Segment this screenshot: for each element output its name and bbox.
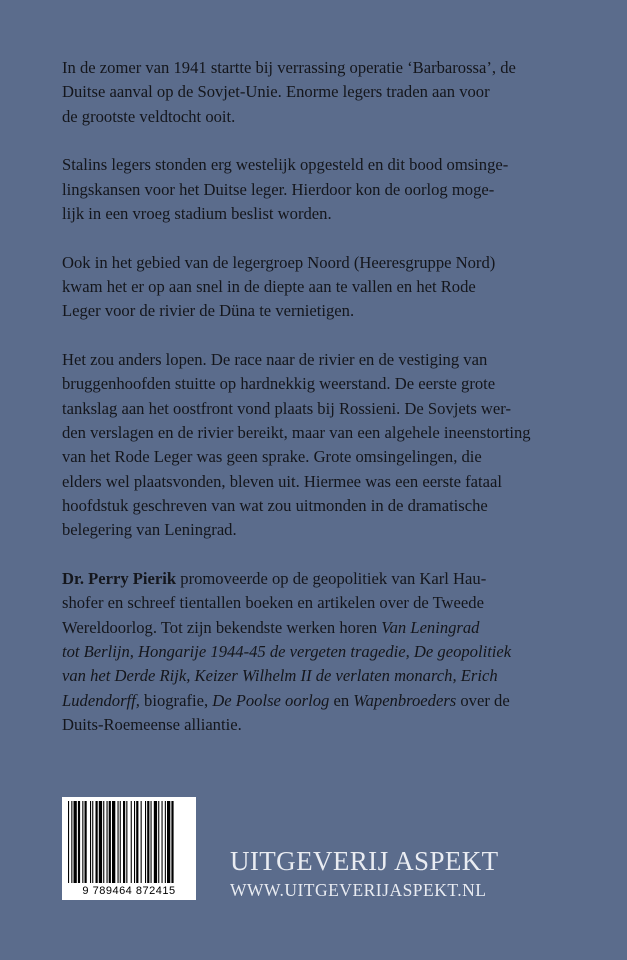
barcode-bar (96, 801, 98, 883)
barcode-bar (134, 801, 135, 883)
isbn-number: 9 789464 872415 (82, 885, 176, 897)
text-line: elders wel plaatsvonden, bleven uit. Hiermee was een eerste fataal (62, 471, 503, 491)
barcode-bar (85, 801, 87, 883)
text-line: Leger voor de rivier de Düna te vernietigen. (62, 301, 355, 321)
barcode-bar (154, 801, 157, 883)
barcode-bar (68, 801, 69, 883)
book-titles: tot Berlijn, Hongarije 1944-45 de vergeten tragedie, De geopolitiek (62, 641, 512, 661)
barcode-bar (162, 801, 163, 883)
text-line: lingskansen voor het Duitse leger. Hierdoor kon de oorlog moge- (62, 179, 495, 199)
barcode-bar (74, 801, 77, 883)
text-line: lijk in een vroeg stadium beslist worden. (62, 203, 332, 223)
text-line: belegering van Leningrad. (62, 520, 237, 540)
paragraph-3 (62, 251, 572, 324)
text-line: bruggenhoofden stuitte op hardnekkig weerstand. De eerste grote (62, 374, 496, 394)
barcode-bar (92, 801, 93, 883)
barcode-bar (158, 801, 159, 883)
text-line: tankslag aan het oostfront vond plaats bij Rossieni. De Sovjets wer- (62, 398, 512, 418)
publisher-url: WWW.UITGEVERIJASPEKT.NL (230, 880, 487, 900)
text-line: kwam het er op aan snel in de diepte aan te vallen en het Rode (62, 277, 476, 297)
barcode-bar (71, 801, 72, 883)
author-bio (62, 567, 572, 737)
barcode-bar (78, 801, 80, 883)
publisher-block (230, 846, 530, 902)
text-line: Wereldoorlog. Tot zijn bekendste werken horen (62, 617, 382, 637)
barcode-bar (107, 801, 108, 883)
text-line: de grootste veldtocht ooit. (62, 106, 236, 126)
paragraph-2 (62, 153, 572, 226)
barcode-bar (126, 801, 127, 883)
paragraph-1 (62, 56, 572, 129)
book-title: Ludendorff, (62, 690, 140, 710)
barcode-bar (145, 801, 146, 883)
text-line: shofer en schreef tientallen boeken en artikelen over de Tweede (62, 593, 484, 613)
text-line: In de zomer van 1941 startte bij verrassing operatie ‘Barbarossa’, de (62, 58, 516, 77)
paragraph-4 (62, 348, 572, 542)
barcode-bar (136, 801, 138, 883)
text-fragment: over de (456, 690, 510, 710)
text-line: promoveerde op de geopolitiek van Karl Hau- (176, 569, 487, 589)
barcode-bar (90, 801, 91, 883)
text-line: Het zou anders lopen. De race naar de rivier en de vestiging van (62, 350, 488, 370)
barcode-bar (112, 801, 115, 883)
blurb (62, 56, 572, 762)
book-title: Wapenbroeders (353, 690, 457, 710)
barcode-bar (120, 801, 121, 883)
barcode-bar (118, 801, 119, 883)
text-line: den verslagen en de rivier bereikt, maar van een algehele ineenstorting (62, 423, 531, 443)
text-fragment: en (329, 690, 354, 710)
book-title: De Poolse oorlog (212, 690, 330, 710)
barcode-bar (167, 801, 170, 883)
barcode-bar (147, 801, 149, 883)
barcode-bar (109, 801, 111, 883)
barcode-bar (131, 801, 132, 883)
text-line: Duits-Roemeense alliantie. (62, 714, 242, 734)
text-line: Ook in het gebied van de legergroep Noord (Heeresgruppe Nord) (62, 252, 496, 272)
barcode-bar (165, 801, 166, 883)
book-title: Van Leningrad (381, 617, 480, 637)
barcode-bar (151, 801, 152, 883)
text-line: van het Rode Leger was geen sprake. Grote omsingelingen, die (62, 447, 482, 467)
barcode-bar (99, 801, 102, 883)
text-line: hoofdstuk geschreven van wat zou uitmonden in de dramatische (62, 495, 488, 515)
barcode-bar (82, 801, 83, 883)
publisher-name: UITGEVERIJ ASPEKT (230, 846, 499, 876)
text-fragment: biografie, (139, 690, 213, 710)
text-line: Duitse aanval op de Sovjet-Unie. Enorme legers traden aan voor (62, 82, 490, 102)
barcode-bar (141, 801, 142, 883)
barcode (62, 797, 196, 900)
text-line: Stalins legers stonden erg westelijk opgesteld en dit bood omsinge- (62, 155, 509, 175)
barcode-bar (171, 801, 173, 883)
barcode-bar (123, 801, 125, 883)
book-titles: van het Derde Rijk, Keizer Wilhelm II de verlaten monarch, Erich (62, 666, 498, 686)
barcode-bar (103, 801, 104, 883)
author-name: Dr. Perry Pierik (62, 569, 177, 589)
